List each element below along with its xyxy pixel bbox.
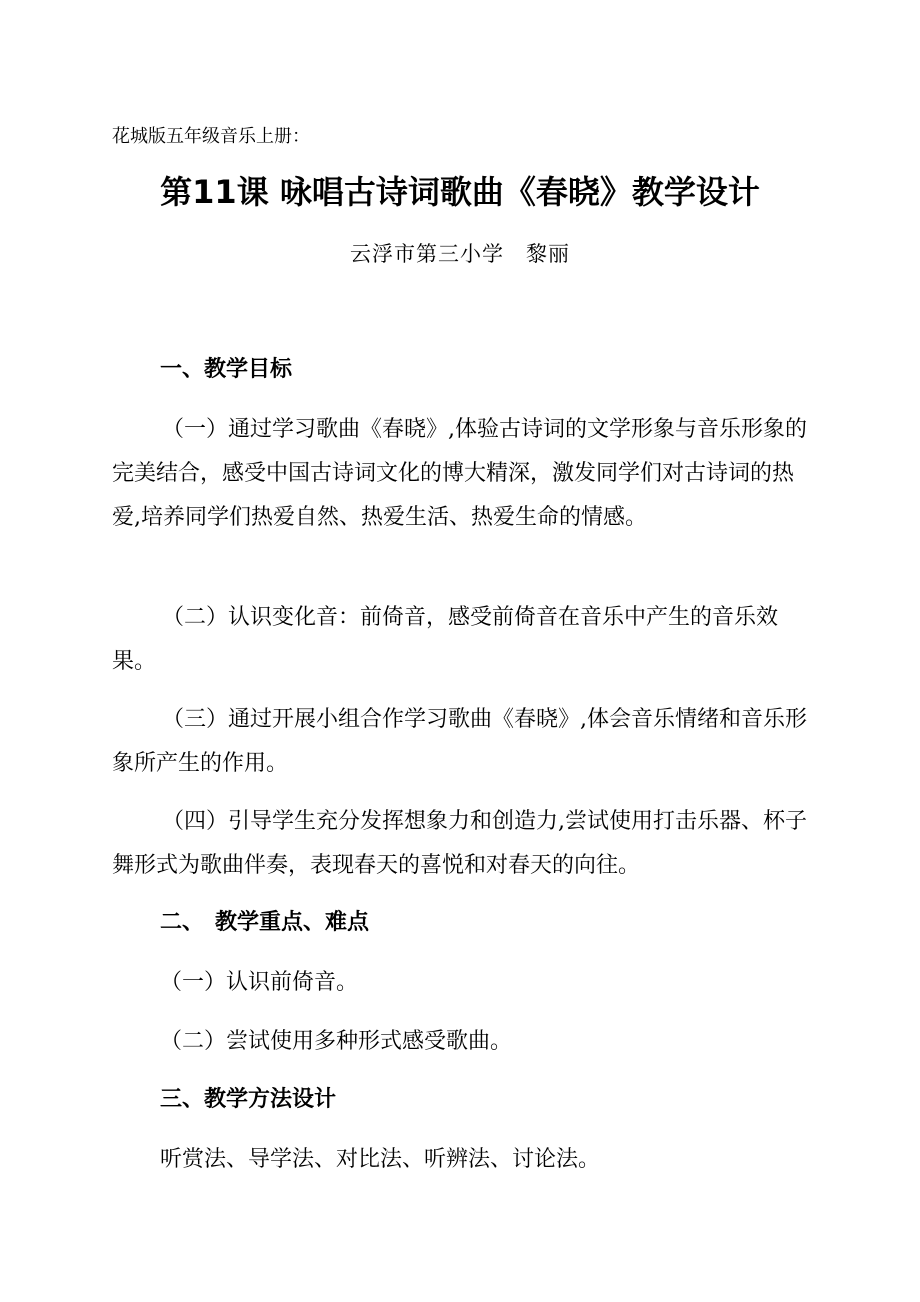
objective-paragraph-3: （三）通过开展小组合作学习歌曲《春晓》,体会音乐情绪和音乐形象所产生的作用。 xyxy=(112,707,807,776)
author-line: 云浮市第三小学 黎丽 xyxy=(350,242,570,266)
section-heading-methods: 三、教学方法设计 xyxy=(160,1087,337,1112)
objective-paragraph-4: （四）引导学生充分发挥想象力和创造力,尝试使用打击乐器、杯子舞形式为歌曲伴奏，表现春天的喜悦和对春天的向往。 xyxy=(112,809,807,878)
methods-text: 听赏法、导学法、对比法、听辨法、讨论法。 xyxy=(160,1147,601,1172)
section-heading-key-points: 二、 教学重点、难点 xyxy=(160,910,370,935)
objective-paragraph-2: （二）认识变化音：前倚音，感受前倚音在音乐中产生的音乐效果。 xyxy=(112,605,779,674)
key-point-1: （一）认识前倚音。 xyxy=(160,970,359,995)
objective-paragraph-1: （一）通过学习歌曲《春晓》,体验古诗词的文学形象与音乐形象的完美结合，感受中国古诗词文化的博大精深，激发同学们对古诗词的热爱,培养同学们热爱自然、热爱生活、热爱生命的情感。 xyxy=(112,417,807,530)
key-point-2: （二）尝试使用多种形式感受歌曲。 xyxy=(160,1029,513,1054)
textbook-label: 花城版五年级音乐上册： xyxy=(112,126,310,147)
page-title: 第11课 咏唱古诗词歌曲《春晓》教学设计 xyxy=(160,173,760,211)
section-heading-objectives: 一、教学目标 xyxy=(160,357,293,382)
